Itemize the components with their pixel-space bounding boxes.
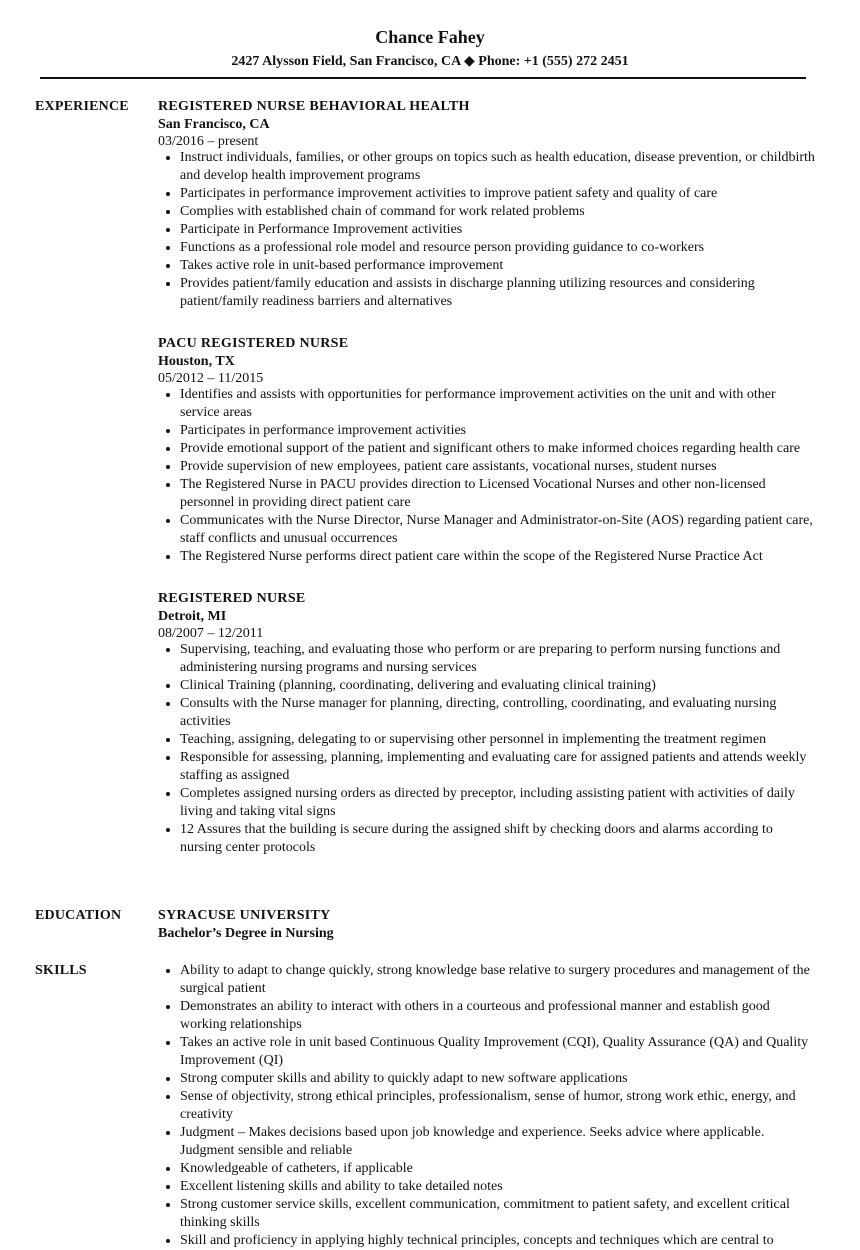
skills-label: SKILLS	[35, 963, 87, 978]
skill-item: • Knowledgeable of catheters, if applicable	[180, 1160, 818, 1178]
bullet-item: • Takes active role in unit-based performance improvement	[180, 257, 818, 275]
job-location: Detroit, MI	[158, 609, 227, 624]
bullet-item: • Provides patient/family education and assists in discharge planning utilizing resources and considering patient/family readiness barriers and alternatives	[180, 275, 818, 311]
skills-body	[158, 962, 818, 1250]
bullet-item: • Complies with established chain of command for work related problems	[180, 203, 818, 221]
bullet-item: • 12 Assures that the building is secure during the assigned shift by checking doors and alarms according to nursing center protocols	[180, 821, 818, 857]
job-bullets	[158, 641, 818, 857]
resume-header	[0, 24, 860, 72]
skill-item: • Judgment – Makes decisions based upon job knowledge and experience. Seeks advice where applicable. Judgment sensible and reliable	[180, 1124, 818, 1160]
skill-item: • Ability to adapt to change quickly, strong knowledge base relative to surgery procedures and management of the surgical patient	[180, 962, 818, 998]
job-location: San Francisco, CA	[158, 117, 270, 132]
bullet-item: • Responsible for assessing, planning, implementing and evaluating care for assigned patients and attends weekly staffing as assigned	[180, 749, 818, 785]
bullet-item: • Functions as a professional role model and resource person providing guidance to co-workers	[180, 239, 818, 257]
bullet-item: • Identifies and assists with opportunities for performance improvement activities on the unit and with other service areas	[180, 386, 818, 422]
skill-item: • Strong customer service skills, excellent communication, commitment to patient safety, and excellent critical thinking skills	[180, 1196, 818, 1232]
skill-item: • Excellent listening skills and ability to take detailed notes	[180, 1178, 818, 1196]
skill-item: • Demonstrates an ability to interact with others in a courteous and professional manner and establish good working relationships	[180, 998, 818, 1034]
experience-body	[158, 98, 818, 871]
bullet-item: • Instruct individuals, families, or other groups on topics such as health education, disease prevention, or childbirth and develop health improvement programs	[180, 149, 818, 185]
job-location: Houston, TX	[158, 354, 235, 369]
contact-line: 2427 Alysson Field, San Francisco, CA ◆ Phone: +1 (555) 272 2451	[231, 54, 629, 69]
bullet-item: • Participates in performance improvement activities	[180, 422, 818, 440]
education-body	[158, 907, 818, 943]
bullet-item: • Participates in performance improvement activities to improve patient safety and quality of care	[180, 185, 818, 203]
education-label: EDUCATION	[35, 908, 122, 923]
bullet-item: • Clinical Training (planning, coordinating, delivering and evaluating clinical training)	[180, 677, 818, 695]
bullet-item: • Supervising, teaching, and evaluating those who perform or are preparing to perform nursing functions and administering nursing programs and nursing services	[180, 641, 818, 677]
job-dates: 05/2012 – 11/2015	[158, 371, 264, 386]
skill-item: • Skill and proficiency in applying highly technical principles, concepts and techniques which are central to	[180, 1232, 818, 1250]
experience-label: EXPERIENCE	[35, 99, 129, 114]
bullet-item: • Communicates with the Nurse Director, Nurse Manager and Administrator-on-Site (AOS) regarding patient care, staff conflicts and unusual occurrences	[180, 512, 818, 548]
bullet-item: • Provide emotional support of the patient and significant others to make informed choices regarding health care	[180, 440, 818, 458]
bullet-item: • Provide supervision of new employees, patient care assistants, vocational nurses, student nurses	[180, 458, 818, 476]
skill-item: • Strong computer skills and ability to quickly adapt to new software applications	[180, 1070, 818, 1088]
job-title: PACU REGISTERED NURSE	[158, 336, 349, 351]
job-entry	[158, 98, 818, 311]
skill-item: • Takes an active role in unit based Continuous Quality Improvement (CQI), Quality Assurance (QA) and Quality Improvement (QI)	[180, 1034, 818, 1070]
job-entry	[158, 590, 818, 857]
job-entry	[158, 335, 818, 566]
bullet-item: • Consults with the Nurse manager for planning, directing, controlling, coordinating, and evaluating nursing activities	[180, 695, 818, 731]
job-bullets	[158, 386, 818, 566]
candidate-name: Chance Fahey	[375, 27, 485, 47]
job-dates: 03/2016 – present	[158, 134, 259, 149]
header-divider	[40, 77, 806, 79]
bullet-item: • Participate in Performance Improvement activities	[180, 221, 818, 239]
skill-item: • Sense of objectivity, strong ethical principles, professionalism, sense of humor, strong work ethic, energy, and creativity	[180, 1088, 818, 1124]
bullet-item: • The Registered Nurse performs direct patient care within the scope of the Registered Nurse Practice Act	[180, 548, 818, 566]
bullet-item: • Teaching, assigning, delegating to or supervising other personnel in implementing the treatment regimen	[180, 731, 818, 749]
job-bullets	[158, 149, 818, 311]
bullet-item: • The Registered Nurse in PACU provides direction to Licensed Vocational Nurses and other non-licensed personnel in providing direct patient care	[180, 476, 818, 512]
job-title: REGISTERED NURSE BEHAVIORAL HEALTH	[158, 99, 470, 114]
job-title: REGISTERED NURSE	[158, 591, 306, 606]
degree: Bachelor’s Degree in Nursing	[158, 926, 334, 941]
job-dates: 08/2007 – 12/2011	[158, 626, 264, 641]
school-name: SYRACUSE UNIVERSITY	[158, 908, 331, 923]
skills-bullets	[158, 962, 818, 1250]
bullet-item: • Completes assigned nursing orders as directed by preceptor, including assisting patient with activities of daily living and taking vital signs	[180, 785, 818, 821]
